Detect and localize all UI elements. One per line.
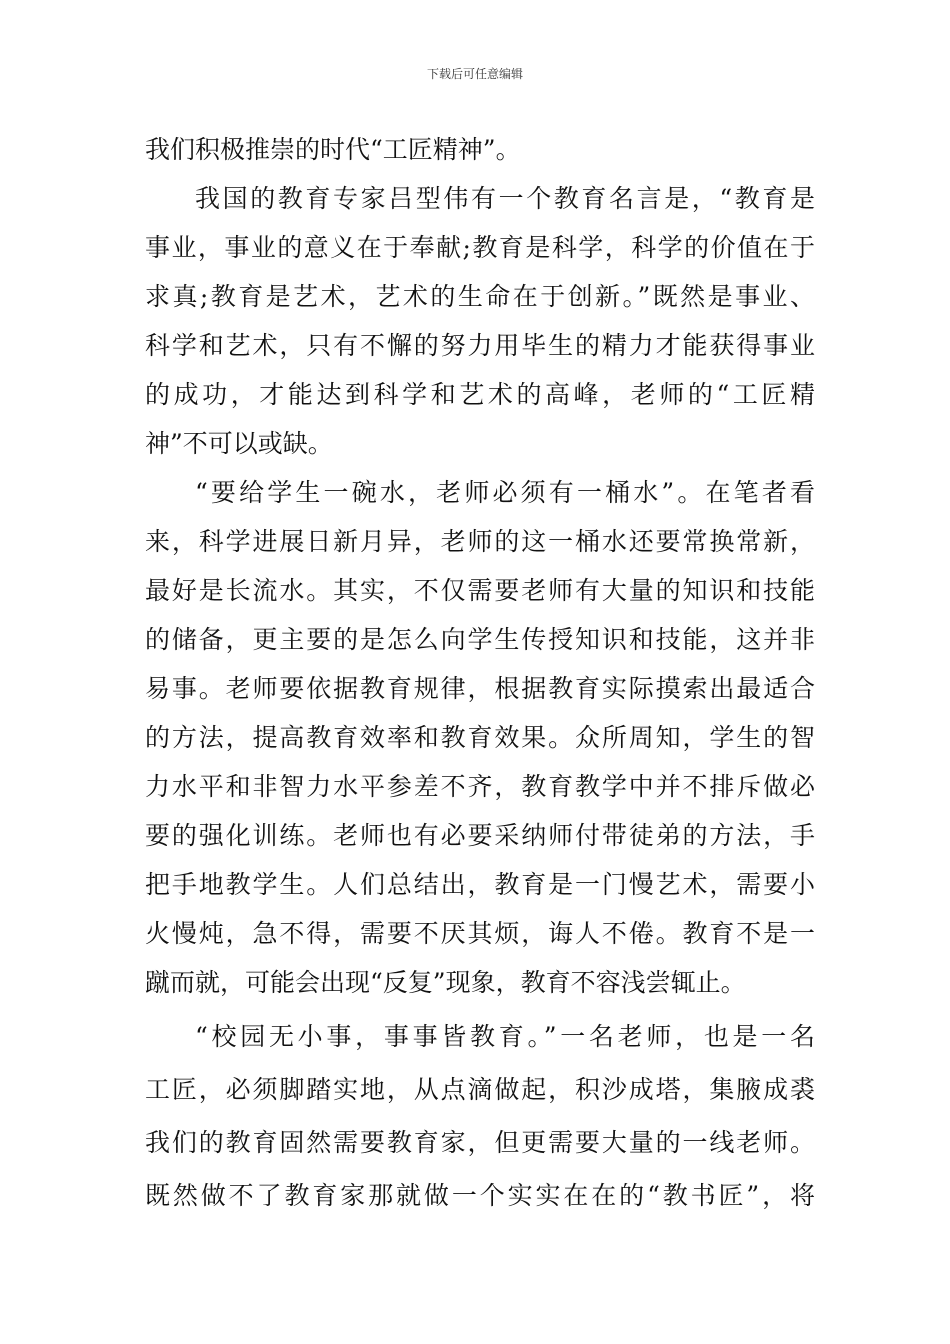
- text-line: 求真;教育是艺术，艺术的生命在于创新。”既然是事业、: [145, 282, 815, 311]
- page-header: 下载后可任意编辑: [426, 67, 523, 81]
- text-line: 要的强化训练。老师也有必要采纳师付带徒弟的方法，手: [145, 821, 815, 850]
- text-line: 最好是长流水。其实，不仅需要老师有大量的知识和技能: [145, 576, 815, 605]
- text-line: 我国的教育专家吕型伟有一个教育名言是，“教育是: [195, 184, 815, 213]
- text-line: 来，科学进展日新月异，老师的这一桶水还要常换常新，: [145, 527, 815, 556]
- text-line: 科学和艺术，只有不懈的努力用毕生的精力才能获得事业: [145, 331, 815, 360]
- text-line: “校园无小事，事事皆教育。”一名老师，也是一名: [195, 1022, 815, 1051]
- text-line: 工匠，必须脚踏实地，从点滴做起，积沙成塔，集腋成裘: [145, 1075, 815, 1104]
- text-line: 的储备，更主要的是怎么向学生传授知识和技能，这并非: [145, 625, 815, 654]
- text-line: 蹴而就，可能会出现“反复”现象，教育不容浅尝辄止。: [145, 968, 746, 997]
- text-line: 既然做不了教育家那就做一个实实在在的“教书匠”，将: [145, 1181, 815, 1210]
- text-line: 力水平和非智力水平参差不齐，教育教学中并不排斥做必: [145, 772, 815, 801]
- text-line: 我们的教育固然需要教育家，但更需要大量的一线老师。: [145, 1128, 815, 1157]
- text-line: 的成功，才能达到科学和艺术的高峰，老师的“工匠精: [145, 380, 815, 409]
- text-line: 易事。老师要依据教育规律，根据教育实际摸索出最适合: [145, 674, 815, 703]
- text-line: 火慢炖，急不得，需要不厌其烦，诲人不倦。教育不是一: [145, 919, 815, 948]
- text-line: 我们积极推崇的时代“工匠精神”。: [145, 135, 521, 164]
- text-line: 把手地教学生。人们总结出，教育是一门慢艺术，需要小: [145, 870, 815, 899]
- text-line: “要给学生一碗水，老师必须有一桶水”。在笔者看: [195, 478, 815, 507]
- text-line: 的方法，提高教育效率和教育效果。众所周知，学生的智: [145, 723, 815, 752]
- text-line: 神”不可以或缺。: [145, 429, 333, 458]
- text-line: 事业，事业的意义在于奉献;教育是科学，科学的价值在于: [145, 233, 815, 262]
